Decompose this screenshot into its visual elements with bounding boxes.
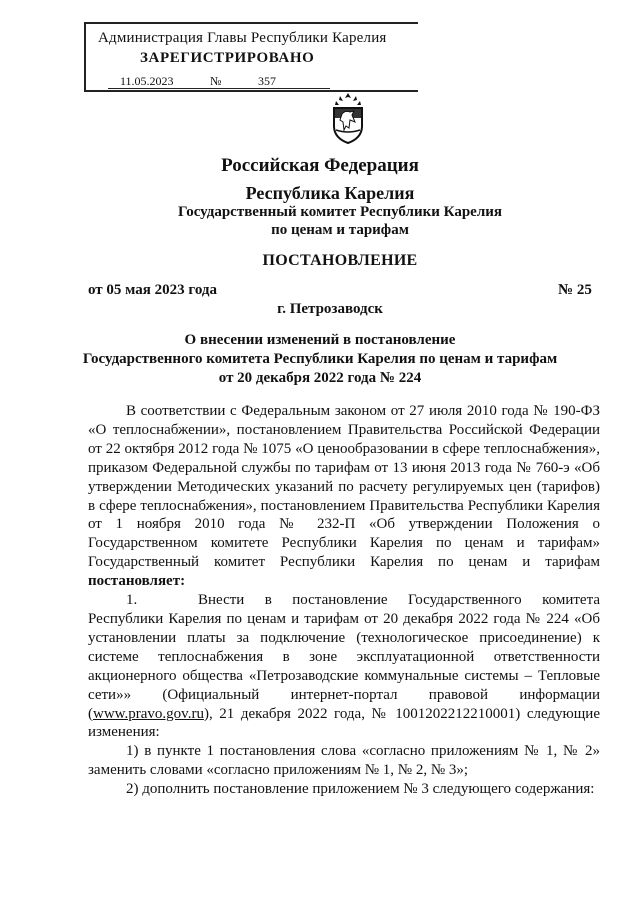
- subject-line1: О внесении изменений в постановление: [184, 332, 456, 348]
- subitem-2-text: 2) дополнить постановление приложением № 3 следующего содержания:: [126, 781, 595, 798]
- subitem-1-text: 1) в пункте 1 постановления слова «согласно приложениям № 1, № 2» заменить словами «согласно приложениям № 1, № 2, № 3»;: [88, 743, 600, 779]
- subitem-1-paragraph: [88, 742, 600, 780]
- stamp-registered: ЗАРЕГИСТРИРОВАНО: [140, 50, 315, 66]
- document-number: № 25: [558, 282, 592, 298]
- subject-line3: от 20 декабря 2022 года № 224: [218, 370, 422, 386]
- preamble-text: В соответствии с Федеральным законом от 27 июля 2010 года № 190-ФЗ «О теплоснабжении», постановлением Правительства Российской Федерации от 22 октября 2012 года № 1075 «О ценообразовании в сфере теплоснабжения», приказом Федеральной службы по тарифам от 13 июня 2013 года № 760-э «Об утверждении Методических указаний по расчету регулируемых цен (тарифов) в сфере теплоснабжения», постановлением Правительства Республики Карелия от 1 ноября 2010 года № 232-П «Об утверждении Положения о Государственном комитете Республики Карелия по ценам и тарифам» Государственный комитет Республики Карелия по ценам и тарифам: [88, 403, 600, 571]
- coat-of-arms-icon: [330, 92, 366, 144]
- document-type: ПОСТАНОВЛЕНИЕ: [262, 252, 418, 269]
- decree-colon: :: [180, 573, 186, 590]
- item-1-paragraph: [88, 591, 600, 742]
- item-1-text-b: ), 21 декабря 2022 года, № 1001202212210001) следующие изменения:: [88, 705, 600, 741]
- registration-stamp: [84, 22, 418, 92]
- subject-line2: Государственного комитета Республики Карелия по ценам и тарифам: [82, 351, 558, 367]
- stamp-number: 357: [258, 74, 276, 88]
- stamp-registration-line: [108, 74, 330, 89]
- header-committee-line1: Государственный комитет Республики Карелия: [178, 204, 502, 220]
- stamp-no-label: №: [210, 74, 222, 88]
- stamp-date: 11.05.2023: [120, 74, 174, 88]
- header-country: Российская Федерация: [221, 155, 419, 176]
- document-city: г. Петрозаводск: [277, 301, 383, 317]
- decree-word: постановляет: [88, 573, 181, 590]
- document-body: [88, 402, 600, 799]
- stamp-organization: Администрация Главы Республики Карелия: [98, 30, 387, 46]
- preamble-paragraph: [88, 402, 600, 591]
- header-republic: Республика Карелия: [245, 183, 415, 203]
- header-committee-line2: по ценам и тарифам: [271, 222, 409, 238]
- subitem-2-paragraph: [88, 780, 600, 799]
- item-1-text-a: Внести в постановление Государственного комитета Республики Карелия по ценам и тарифам от 20 декабря 2022 года № 224 «Об установлении платы за подключение (технологическое присоединение) к системе теплоснабжения в зоне эксплуатационной ответственности акционерного общества «Петрозаводские коммунальные системы – Тепловые сети»» (Официальный интернет-портал правовой информации (: [88, 592, 600, 722]
- pravo-link[interactable]: www.pravo.gov.ru: [93, 705, 204, 722]
- document-date: от 05 мая 2023 года: [88, 282, 217, 298]
- item-1-number: 1.: [126, 592, 138, 609]
